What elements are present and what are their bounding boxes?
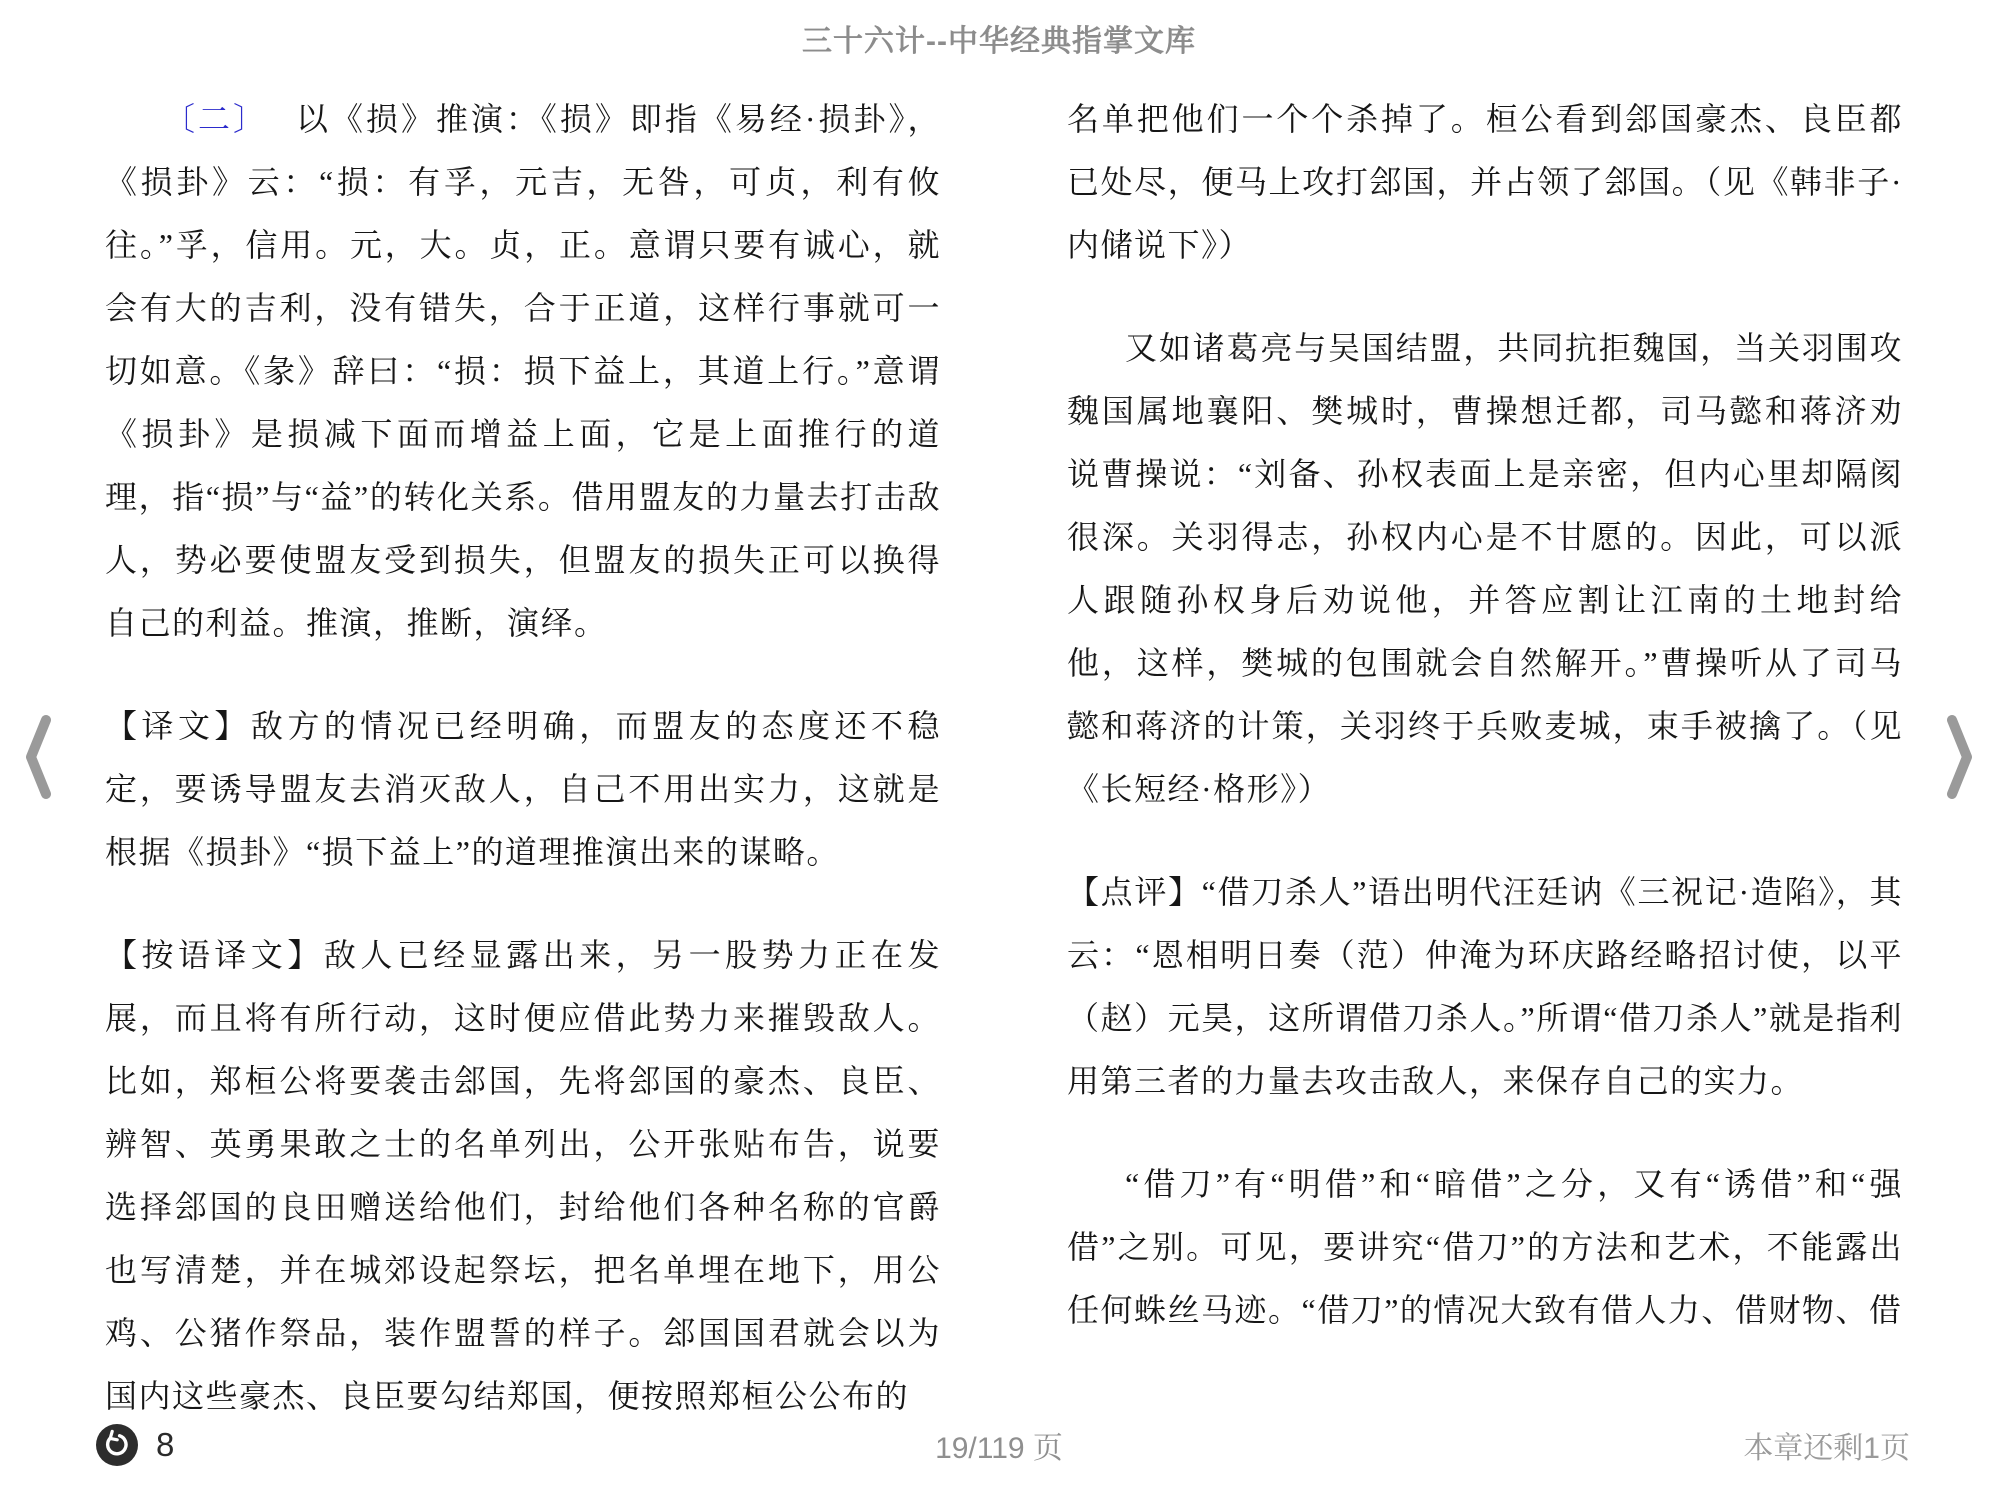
paragraph-translation: 【译文】敌方的情况已经明确，而盟友的态度还不稳定，要诱导盟友去消灭敌人，自己不用出实力，这就是根据《损卦》“损下益上”的道理推演出来的谋略。 (105, 708, 941, 870)
paragraph-original-note (105, 88, 941, 655)
next-page-button[interactable] (1940, 712, 1980, 802)
chapter-page-number: 8 (156, 1426, 175, 1463)
book-title: 三十六计--中华经典指掌文库 (802, 25, 1196, 58)
page-content (0, 60, 1998, 1468)
chevron-right-icon (1940, 712, 1980, 802)
right-column (1067, 88, 1903, 1468)
chapter-remaining-label: 本章还剩1页 (1743, 1432, 1910, 1465)
reader-footer (0, 1404, 1998, 1486)
paragraph-example-zhuge-liang: 又如诸葛亮与吴国结盟，共同抗拒魏国，当关羽围攻魏国属地襄阳、樊城时，曹操想迁都，司马懿和蒋济劝说曹操说：“刘备、孙权表面上是亲密，但内心里却隔阂很深。关羽得志，孙权内心是不甘愿的。因此，可以派人跟随孙权身后劝说他，并答应割让江南的土地封给他，这样，樊城的包围就会自然解开。”曹操听从了司马懿和蒋济的计策，关羽终于兵败麦城，束手被擒了。（见《长短经·格形》） (1067, 330, 1903, 807)
paragraph-annotation-translation: 【按语译文】敌人已经显露出来，另一股势力正在发展，而且将有所行动，这时便应借此势力来摧毁敌人。比如，郑桓公将要袭击郐国，先将郐国的豪杰、良臣、辨智、英勇果敢之士的名单列出，公开张贴布告，说要选择郐国的良田赠送给他们，封给他们各种名称的官爵也写清楚，并在城郊设起祭坛，把名单埋在地下，用公鸡、公猪作祭品，装作盟誓的样子。郐国国君就会以为国内这些豪杰、良臣要勾结郑国，便按照郑桓公公布的 (105, 937, 941, 1414)
paragraph-jiedao-types: “借刀”有“明借”和“暗借”之分，又有“诱借”和“强借”之别。可见，要讲究“借刀”的方法和艺术，不能露出任何蛛丝马迹。“借刀”的情况大致有借人力、借财物、借 (1067, 1166, 1903, 1328)
section-number: 〔二〕 (163, 101, 268, 137)
reader-header (0, 0, 1998, 60)
chevron-left-icon (18, 712, 58, 802)
paragraph-text: 以《损》推演：《损》即指《易经·损卦》，《损卦》云：“损：有孚，元吉，无咎，可贞，利有攸往。”孚，信用。元，大。贞，正。意谓只要有诚心，就会有大的吉利，没有错失，合于正道，这样行事就可一切如意。《彖》辞曰：“损：损下益上，其道上行。”意谓《损卦》是损减下面而增益上面，它是上面推行的道理，指“损”与“益”的转化关系。借用盟友的力量去打击敌人，势必要使盟友受到损失，但盟友的损失正可以换得自己的利益。推演，推断，演绎。 (105, 101, 941, 641)
prev-page-button[interactable] (18, 712, 58, 802)
left-column (105, 88, 941, 1468)
paragraph-annotation-continued: 名单把他们一个个杀掉了。桓公看到郐国豪杰、良臣都已处尽，便马上攻打郐国，并占领了郐国。（见《韩非子·内储说下》） (1067, 101, 1903, 263)
page-indicator: 19/119 页 (935, 1432, 1063, 1465)
paragraph-commentary: 【点评】“借刀杀人”语出明代汪廷讷《三祝记·造陷》，其云：“恩相明日奏（范）仲淹为环庆路经略招讨使，以平（赵）元昊，这所谓借刀杀人。”所谓“借刀杀人”就是指利用第三者的力量去攻击敌人，来保存自己的实力。 (1067, 874, 1903, 1099)
